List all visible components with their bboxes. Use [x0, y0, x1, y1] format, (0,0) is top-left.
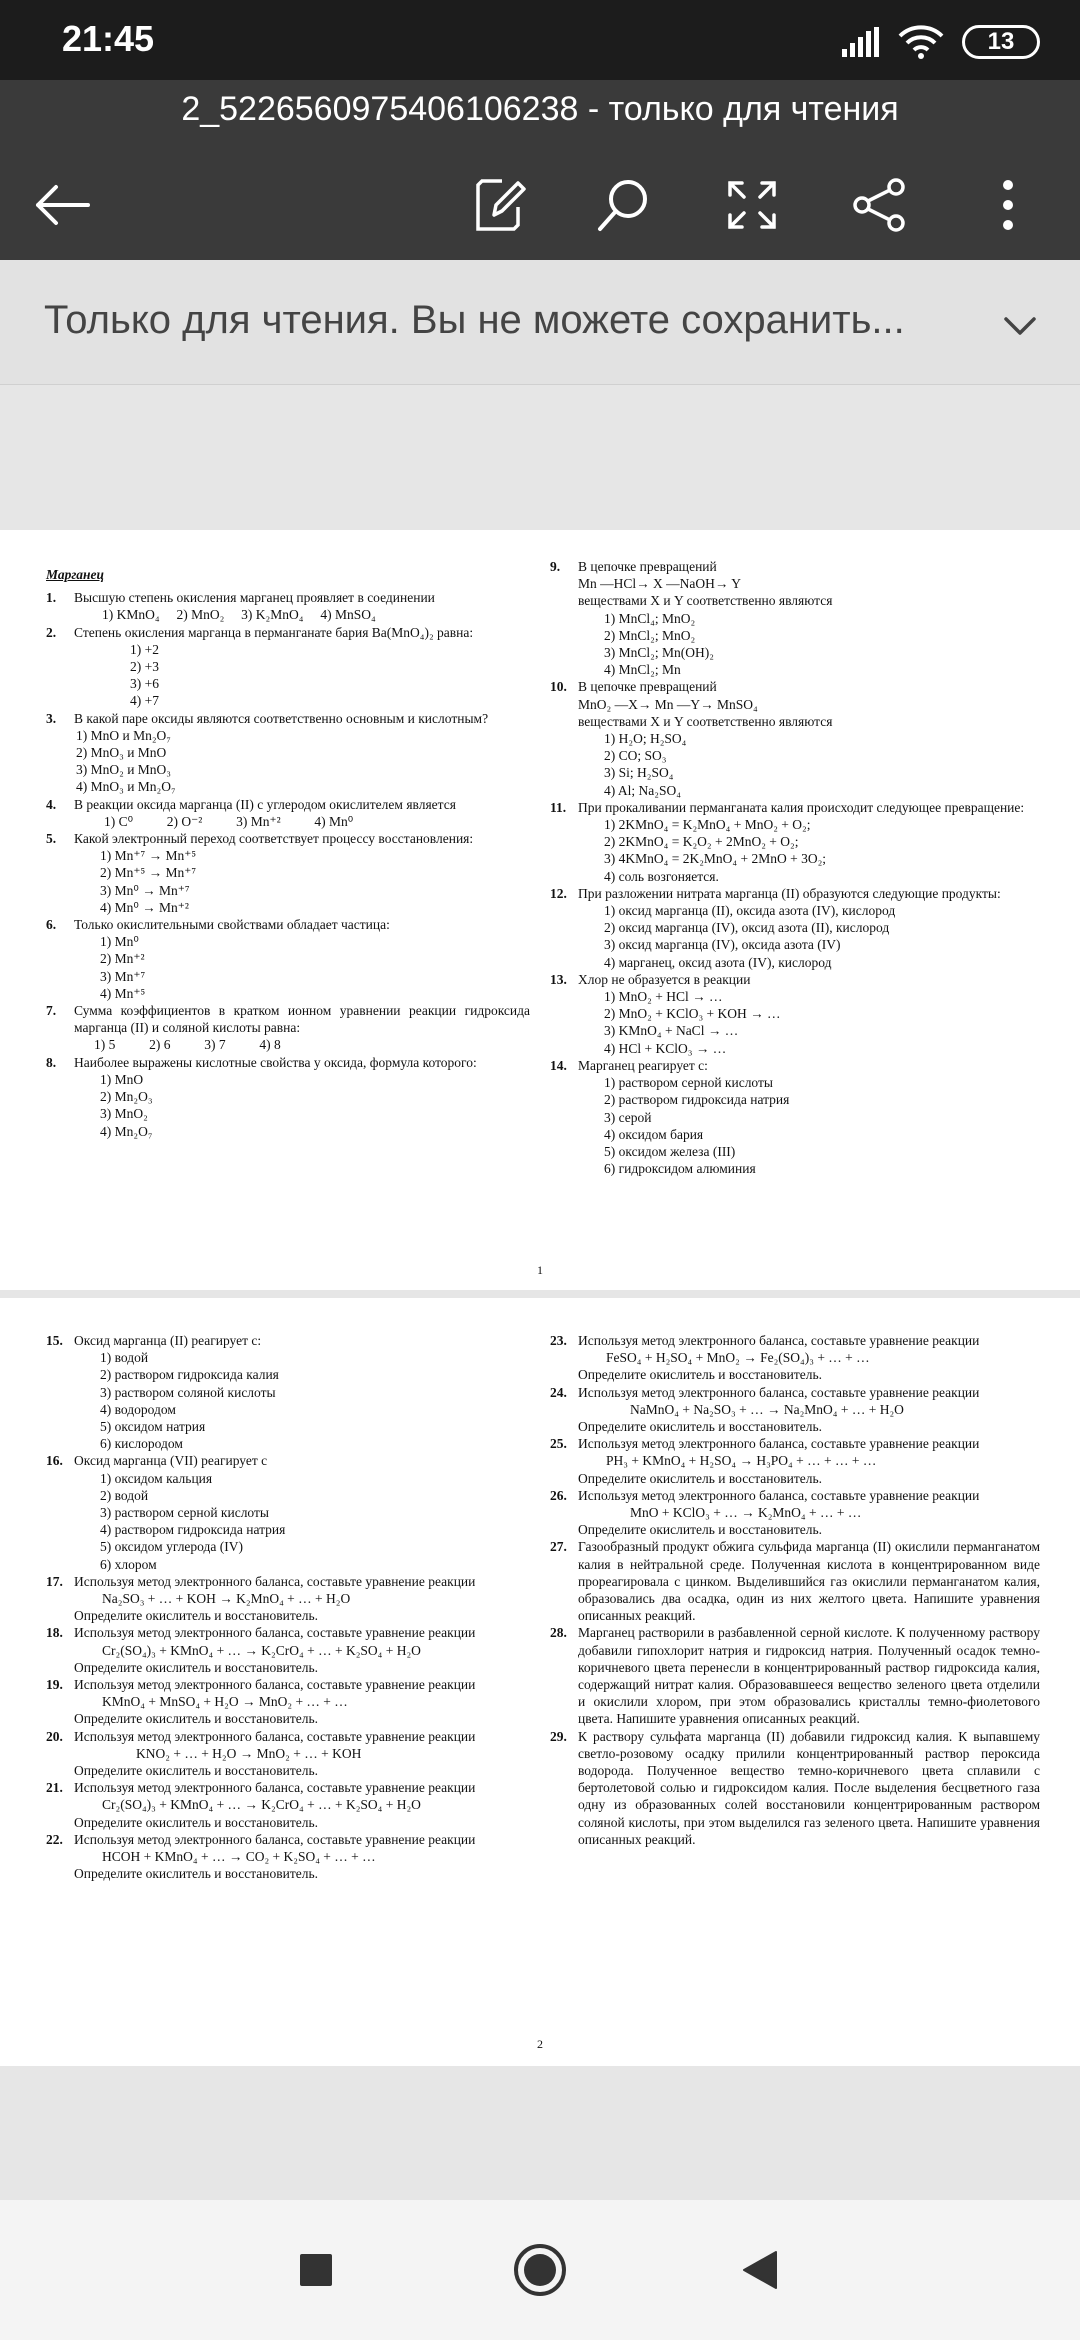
battery-level: 13: [987, 28, 1015, 55]
status-bar: [0, 0, 1080, 80]
more-options-button[interactable]: [968, 165, 1048, 245]
share-icon: [852, 177, 908, 233]
more-vert-icon: [1000, 179, 1016, 231]
question: 2. Степень окисления марганца в перманганате бария Ba(MnO₄)₂ равна: 1) +2 2) +3 3) +6 4) +7: [46, 624, 474, 709]
question: 17. Используя метод электронного баланса, составьте уравнение реакции Na₂SO₃ + … + KOH → K₂MnO₄ + … + H₂O Определите окислитель и восстановитель.: [46, 1573, 476, 1624]
banner-expand-button[interactable]: [996, 302, 1044, 350]
question: 19. Используя метод электронного баланса, составьте уравнение реакции KMnO₄ + MnSO₄ + H₂O → MnO₂ + … + … Определите окислитель и восстановитель.: [46, 1677, 476, 1727]
search-icon: [596, 177, 652, 233]
battery-indicator: [962, 25, 1040, 59]
readonly-banner[interactable]: [0, 260, 1080, 385]
document-title: 2_5226560975406106238 - только для чтения: [181, 90, 899, 128]
search-button[interactable]: [584, 165, 664, 245]
question: 4. В реакции оксида марганца (II) с углеродом окислителем является 1) C⁰ 2) O⁻² 3) Mn⁺² 4) Mn⁰: [46, 796, 456, 829]
question: 27. Газообразный продукт обжига сульфида марганца (II) окислили перманганатом калия в нейтральной среде. Полученная кислота в концентрированном виде прореагировала с цинком. Выделившийся газ окислили перманганатом калия, образовались два осадка, один из них желтого цвета. Напишите уравнения описанных реакций.: [550, 1539, 1040, 1624]
question: 13. Хлор не образуется в реакции 1) MnO₂ + HCl → … 2) MnO₂ + KClO₃ + KOH → … 3) KMnO₄ + NaCl → … 4) HCl + KClO₃ → …: [550, 971, 781, 1056]
recents-button[interactable]: [276, 2230, 356, 2310]
edit-button[interactable]: [460, 165, 540, 245]
question: 22. Используя метод электронного баланса, составьте уравнение реакции HCOH + KMnO₄ + … → CO₂ + K₂SO₄ + … + … Определите окислитель и восстановитель.: [46, 1831, 476, 1882]
question: 11. При прокаливании перманганата калия происходит следующее превращение: 1) 2KMnO₄ = K₂MnO₄ + MnO₂ + O₂; 2) 2KMnO₄ = K₂O₂ + 2MnO₂ + O₂; 3) 4KMnO₄ = 2K₂MnO₄ + 2MnO + 3O₂; 4) соль возгоняется.: [550, 799, 1025, 884]
question: 8. Наиболее выражены кислотные свойства у оксида, формула которого: 1) MnO 2) Mn₂O₃ 3) MnO₂ 4) Mn₂O₇: [46, 1054, 477, 1139]
navigation-bar: [0, 2200, 1080, 2340]
question: 3. В какой паре оксиды являются соответственно основным и кислотным? 1) MnO и Mn₂O₇ 2) MnO₃ и MnO 3) MnO₂ и MnO₃ 4) MnO₃ и Mn₂O₇: [46, 710, 489, 795]
question: 23. Используя метод электронного баланса, составьте уравнение реакции FeSO₄ + H₂SO₄ + MnO₂ → Fe₂(SO₄)₃ + … + … Определите окислитель и восстановитель.: [550, 1333, 980, 1383]
question: 26. Используя метод электронного баланса, составьте уравнение реакции MnO + KClO₃ + … → K₂MnO₄ + … + … Определите окислитель и восстановитель.: [550, 1487, 980, 1538]
back-arrow-icon: [34, 183, 90, 227]
question: 25. Используя метод электронного баланса, составьте уравнение реакции PH₃ + KMnO₄ + H₂SO₄ → H₃PO₄ + … + … + … Определите окислитель и восстановитель.: [550, 1436, 980, 1486]
document-page-2[interactable]: [0, 1298, 1080, 2066]
page1-left-column: [46, 558, 530, 1140]
triangle-left-icon: [740, 2250, 780, 2290]
question: 18. Используя метод электронного баланса, составьте уравнение реакции Cr₂(SO₄)₃ + KMnO₄ + … → K₂CrO₄ + … + K₂SO₄ + H₂O Определите окислитель и восстановитель.: [46, 1625, 476, 1675]
back-button[interactable]: [22, 165, 102, 245]
clock: 21:45: [62, 18, 155, 59]
question: 15. Оксид марганца (II) реагирует с: 1) водой 2) раствором гидроксида калия 3) раствором соляной кислоты 4) водородом 5) оксидом натрия 6) кислородом: [46, 1333, 279, 1452]
home-button[interactable]: [500, 2230, 580, 2310]
page-number: 1: [537, 1263, 543, 1277]
edit-icon: [474, 177, 526, 233]
signal-icon: [840, 27, 880, 57]
chevron-down-icon: [1003, 316, 1037, 336]
question: 29. К раствору сульфата марганца (II) добавили гидроксид калия. К выпавшему светло-розовому осадку прилили концентрированный раствор пероксида водорода. Полученное вещество темно-коричневого цвета сплавили с бертолетовой солью и гидроксидом калия. После выделения бесцветного газа одну из образованных солей восстановили концентрированным раствором соляной кислоты, при этом выделился газ зеленого цвета. Напишите уравнения описанных реакций.: [550, 1728, 1040, 1847]
question: 21. Используя метод электронного баланса, составьте уравнение реакции Cr₂(SO₄)₃ + KMnO₄ + … → K₂CrO₄ + … + K₂SO₄ + H₂O Определите окислитель и восстановитель.: [46, 1780, 476, 1830]
fullscreen-icon: [726, 179, 778, 231]
page-number: 2: [537, 2037, 543, 2051]
question: 16. Оксид марганца (VII) реагирует с 1) оксидом кальция 2) водой 3) раствором серной кислоты 4) раствором гидроксида натрия 5) оксидом углерода (IV) 6) хлором: [46, 1453, 286, 1572]
page2-right-column: [550, 1332, 1040, 1848]
back-nav-button[interactable]: [720, 2230, 800, 2310]
question: 9. В цепочке превращений Mn —HCl→ X —NaOH→ Y веществами X и Y соответственно являются 1) MnCl₄; MnO₂ 2) MnCl₂; MnO₂ 3) MnCl₂; Mn(OH)₂ 4) MnCl₂; Mn: [550, 559, 833, 678]
question: 28. Марганец растворили в разбавленной серной кислоте. К полученному раствору добавили гипохлорит натрия и гидроксид натрия. Полученный осадок темно-коричневого цвета перенесли в концентрированный раствор гидроксида калия, содержащий нитрат калия. Образовавшееся вещество зеленого цвета отделили и окислили хлором, при этом образовались кристаллы темно-фиолетового цвета. Напишите уравнения описанных реакций.: [550, 1625, 1040, 1727]
readonly-banner-text: Только для чтения. Вы не можете сохранить...: [44, 298, 905, 342]
share-button[interactable]: [840, 165, 920, 245]
question: 12. При разложении нитрата марганца (II) образуются следующие продукты: 1) оксид марганца (II), оксида азота (IV), кислород 2) оксид марганца (IV), оксид азота (II), кислород 3) оксид марганца (IV), оксида азота (IV) 4) марганец, оксид азота (IV), кислород: [550, 885, 1001, 970]
wifi-icon: [898, 25, 944, 59]
page2-left-column: [46, 1332, 530, 1883]
app-bar: [0, 80, 1080, 260]
question: 14. Марганец реагирует с: 1) раствором серной кислоты 2) раствором гидроксида натрия 3) серой 4) оксидом бария 5) оксидом железа (III) 6) гидроксидом алюминия: [550, 1057, 790, 1177]
document-page-1[interactable]: [0, 530, 1080, 1290]
question: 1. Высшую степень окисления марганец проявляет в соединении 1) KMnO₄ 2) MnO₂ 3) K₂MnO₄ 4) MnSO₄: [46, 590, 435, 623]
question: 5. Какой электронный переход соответствует процессу восстановления: 1) Mn⁺⁷ → Mn⁺⁵ 2) Mn⁺⁵ → Mn⁺⁷ 3) Mn⁰ → Mn⁺⁷ 4) Mn⁰ → Mn⁺²: [46, 831, 474, 915]
status-icons: [840, 22, 1040, 62]
question: 6. Только окислительными свойствами обладает частица: 1) Mn⁰ 2) Mn⁺² 3) Mn⁺⁷ 4) Mn⁺⁵: [46, 917, 390, 1001]
question: 7. Сумма коэффициентов в кратком ионном уравнении реакции гидроксида марганца (II) и соляной кислоты равна: 1) 5 2) 6 3) 7 4) 8: [46, 1003, 530, 1053]
question: 10. В цепочке превращений MnO₂ —X→ Mn —Y→ MnSO₄ веществами X и Y соответственно являются 1) H₂O; H₂SO₄ 2) CO; SO₃ 3) Si; H₂SO₄ 4) Al; Na₂SO₄: [550, 679, 833, 798]
square-icon: [298, 2252, 334, 2288]
section-heading: Марганец: [46, 567, 105, 582]
fullscreen-button[interactable]: [712, 165, 792, 245]
question: 24. Используя метод электронного баланса, составьте уравнение реакции NaMnO₄ + Na₂SO₃ + … → Na₂MnO₄ + … + H₂O Определите окислитель и восстановитель.: [550, 1384, 980, 1435]
question: 20. Используя метод электронного баланса, составьте уравнение реакции KNO₂ + … + H₂O → MnO₂ + … + KOH Определите окислитель и восстановитель.: [46, 1728, 476, 1779]
page1-right-column: [550, 558, 1040, 1177]
circle-icon: [512, 2242, 568, 2298]
